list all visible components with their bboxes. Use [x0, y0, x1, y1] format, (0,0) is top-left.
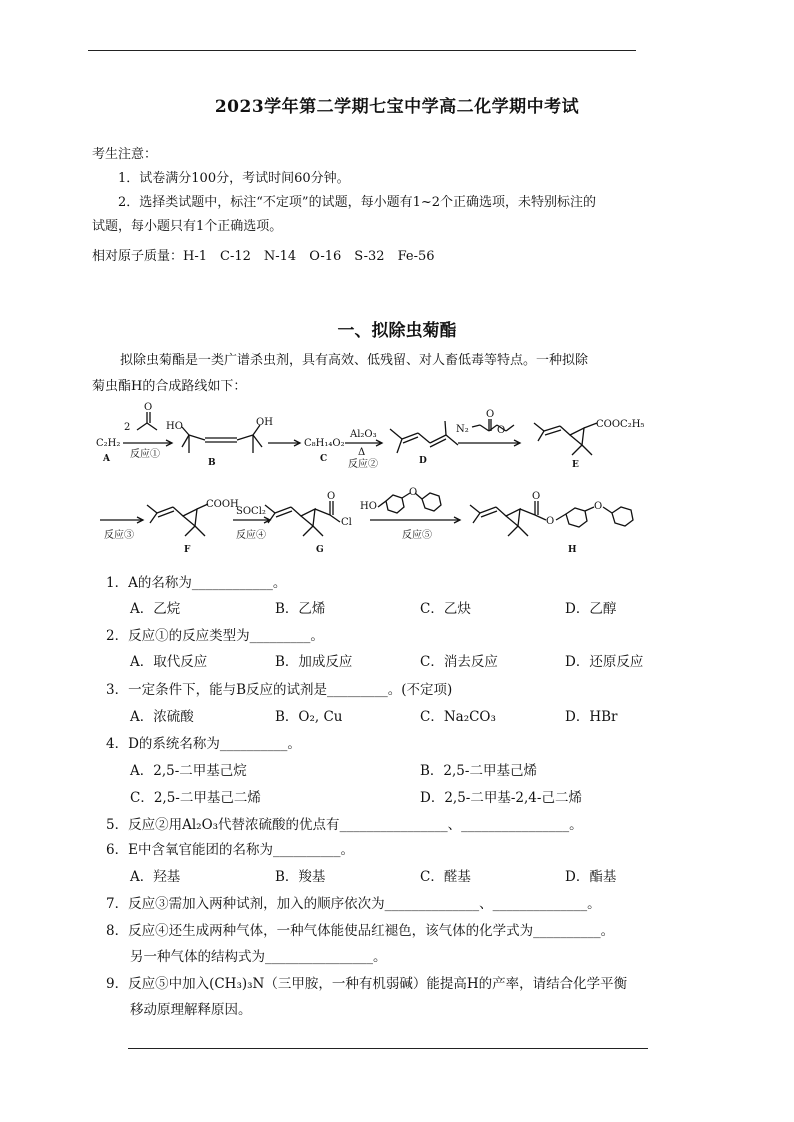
- q6-option-b[interactable]: B．羧基: [275, 869, 326, 885]
- question-1: [106, 571, 286, 591]
- question-8-line-2: [130, 945, 387, 965]
- question-8-blank-2[interactable]: ________________: [265, 949, 373, 965]
- question-1-blank[interactable]: ____________: [191, 575, 273, 591]
- acetone-oxygen: O: [144, 402, 153, 413]
- question-7: [106, 892, 601, 912]
- question-3: [106, 678, 452, 698]
- reaction-3-label: 反应③: [104, 530, 134, 541]
- label-d: D: [419, 456, 427, 466]
- question-4-end: 。: [287, 736, 301, 752]
- q3-option-b[interactable]: B．O₂, Cu: [275, 709, 343, 725]
- question-3-blank[interactable]: _________: [327, 682, 388, 698]
- label-e: E: [572, 460, 579, 470]
- g-acyl-oxygen: O: [327, 491, 336, 502]
- reagent-socl2: SOCl₂: [236, 506, 266, 517]
- question-6: [106, 838, 354, 858]
- question-8-text: 8．反应④还生成两种气体，一种气体能使品红褪色，该气体的化学式为: [106, 923, 534, 939]
- note-1: 1．试卷满分100分，考试时间60分钟。: [118, 171, 350, 186]
- h-ester-oxygen: O: [546, 516, 555, 527]
- b-hydroxyl-left: HO: [166, 421, 183, 432]
- question-5: [106, 813, 583, 833]
- label-c: C: [320, 454, 328, 464]
- question-4: [106, 732, 301, 752]
- top-rule: [88, 50, 636, 51]
- reagent-al2o3: Al₂O₃: [350, 429, 377, 440]
- q2-option-a[interactable]: A．取代反应: [130, 654, 208, 670]
- question-2-text: 2．反应①的反应类型为: [106, 628, 250, 644]
- q4-option-d[interactable]: D．2,5-二甲基-2,4-己二烯: [420, 790, 582, 806]
- diazo-n2: N₂: [456, 424, 469, 435]
- heat-symbol: Δ: [358, 447, 366, 458]
- question-3-text: 3．一定条件下，能与B反应的试剂是: [106, 682, 328, 698]
- question-8-text-2: 另一种气体的结构式为: [130, 949, 265, 965]
- question-8-end-2: 。: [373, 949, 387, 965]
- question-2-end: 。: [310, 628, 324, 644]
- question-6-text: 6．E中含氧官能团的名称为: [106, 842, 273, 858]
- intro-line-2: 菊虫酯H的合成路线如下：: [92, 379, 247, 394]
- reaction-1-label: 反应①: [130, 449, 160, 460]
- q3-option-d[interactable]: D．HBr: [565, 709, 618, 725]
- question-6-blank[interactable]: __________: [272, 842, 341, 858]
- q1-option-c[interactable]: C．乙炔: [420, 601, 471, 617]
- q1-option-b[interactable]: B．乙烯: [275, 601, 326, 617]
- question-5-text: 5．反应②用Al₂O₃代替浓硫酸的优点有: [106, 817, 340, 833]
- question-7-blank-2[interactable]: ______________: [492, 896, 588, 912]
- intro-line-1: 拟除虫菊酯是一类广谱杀虫剂，具有高效、低残留、对人畜低毒等特点。一种拟除: [120, 353, 589, 368]
- q4-option-b[interactable]: B．2,5-二甲基己烯: [420, 763, 537, 779]
- q6-option-a[interactable]: A．羟基: [130, 869, 181, 885]
- label-a: A: [103, 454, 110, 464]
- reaction-4-label: 反应④: [236, 530, 266, 541]
- b-hydroxyl-right: OH: [256, 417, 273, 428]
- label-b: B: [208, 458, 216, 468]
- q4-option-c[interactable]: C．2,5-二甲基己二烯: [130, 790, 261, 806]
- question-2: [106, 624, 324, 644]
- question-9-line-2: 移动原理解释原因。: [130, 1002, 252, 1018]
- question-7-end: 。: [587, 896, 601, 912]
- h-ether-oxygen: O: [594, 501, 603, 512]
- question-7-separator: 、: [479, 896, 493, 912]
- question-3-end: 。(不定项): [387, 682, 453, 698]
- q6-option-c[interactable]: C．醛基: [420, 869, 471, 885]
- notice-label: 考生注意：: [92, 147, 158, 162]
- ester-oxygen: O: [497, 425, 506, 436]
- atomic-mass-line: 相对原子质量：H-1 C-12 N-14 O-16 S-32 Fe-56: [92, 249, 435, 264]
- label-f: F: [184, 545, 191, 555]
- h-carbonyl-oxygen: O: [532, 491, 541, 502]
- q3-option-a[interactable]: A．浓硫酸: [130, 709, 194, 725]
- q2-option-d[interactable]: D．还原反应: [565, 654, 644, 670]
- formula-c8h14o2: C₈H₁₄O₂: [304, 438, 345, 449]
- reaction-2-label: 反应②: [348, 459, 378, 470]
- page-title: 2023学年第二学期七宝中学高二化学期中考试: [214, 97, 580, 117]
- question-7-blank-1[interactable]: ______________: [384, 896, 480, 912]
- diazo-oxygen: O: [486, 409, 495, 420]
- section-title: 一、拟除虫菊酯: [337, 321, 457, 341]
- question-6-end: 。: [340, 842, 354, 858]
- question-4-blank[interactable]: __________: [219, 736, 288, 752]
- q1-option-a[interactable]: A．乙烷: [130, 601, 181, 617]
- question-1-end: 。: [272, 575, 287, 591]
- question-5-blank-2[interactable]: ________________: [461, 817, 570, 833]
- question-2-blank[interactable]: _________: [249, 628, 311, 644]
- question-8: [106, 919, 614, 939]
- g-chlorine: Cl: [341, 517, 352, 528]
- q6-option-d[interactable]: D．酯基: [565, 869, 617, 885]
- reagent-count: 2: [124, 422, 131, 433]
- reaction-5-label: 反应⑤: [402, 530, 432, 541]
- q2-option-c[interactable]: C．消去反应: [420, 654, 498, 670]
- alcohol-ether-oxygen: O: [409, 487, 418, 498]
- label-h: H: [568, 545, 577, 555]
- question-1-text: 1．A的名称为: [106, 575, 192, 591]
- synthesis-scheme: [0, 395, 794, 570]
- note-2-line-1: 2．选择类试题中，标注“不定项”的试题，每小题有1~2个正确选项，未特别标注的: [118, 195, 596, 210]
- q2-option-b[interactable]: B．加成反应: [275, 654, 353, 670]
- q1-option-d[interactable]: D．乙醇: [565, 601, 617, 617]
- question-9: 9．反应⑤中加入(CH₃)₃N（三甲胺，一种有机弱碱）能提高H的产率，请结合化学平衡: [106, 976, 628, 992]
- formula-c2h2: C₂H₂: [96, 438, 121, 449]
- question-5-separator: 、: [447, 817, 462, 833]
- q3-option-c[interactable]: C．Na₂CO₃: [420, 709, 496, 725]
- note-2-line-2: 试题，每小题只有1个正确选项。: [92, 219, 283, 234]
- question-8-end: 。: [600, 923, 615, 939]
- label-g: G: [316, 545, 324, 555]
- question-8-blank-1[interactable]: __________: [533, 923, 601, 939]
- q4-option-a[interactable]: A．2,5-二甲基己烷: [130, 763, 247, 779]
- question-5-blank-1[interactable]: ________________: [339, 817, 448, 833]
- question-5-end: 。: [569, 817, 583, 833]
- question-7-text: 7．反应③需加入两种试剂，加入的顺序依次为: [106, 896, 385, 912]
- question-4-text: 4．D的系统名称为: [106, 736, 220, 752]
- f-carboxyl: COOH: [206, 499, 239, 510]
- alcohol-hydroxyl: HO: [360, 501, 377, 512]
- e-ester-group: COOC₂H₅: [596, 419, 645, 430]
- bottom-rule: [128, 1048, 648, 1049]
